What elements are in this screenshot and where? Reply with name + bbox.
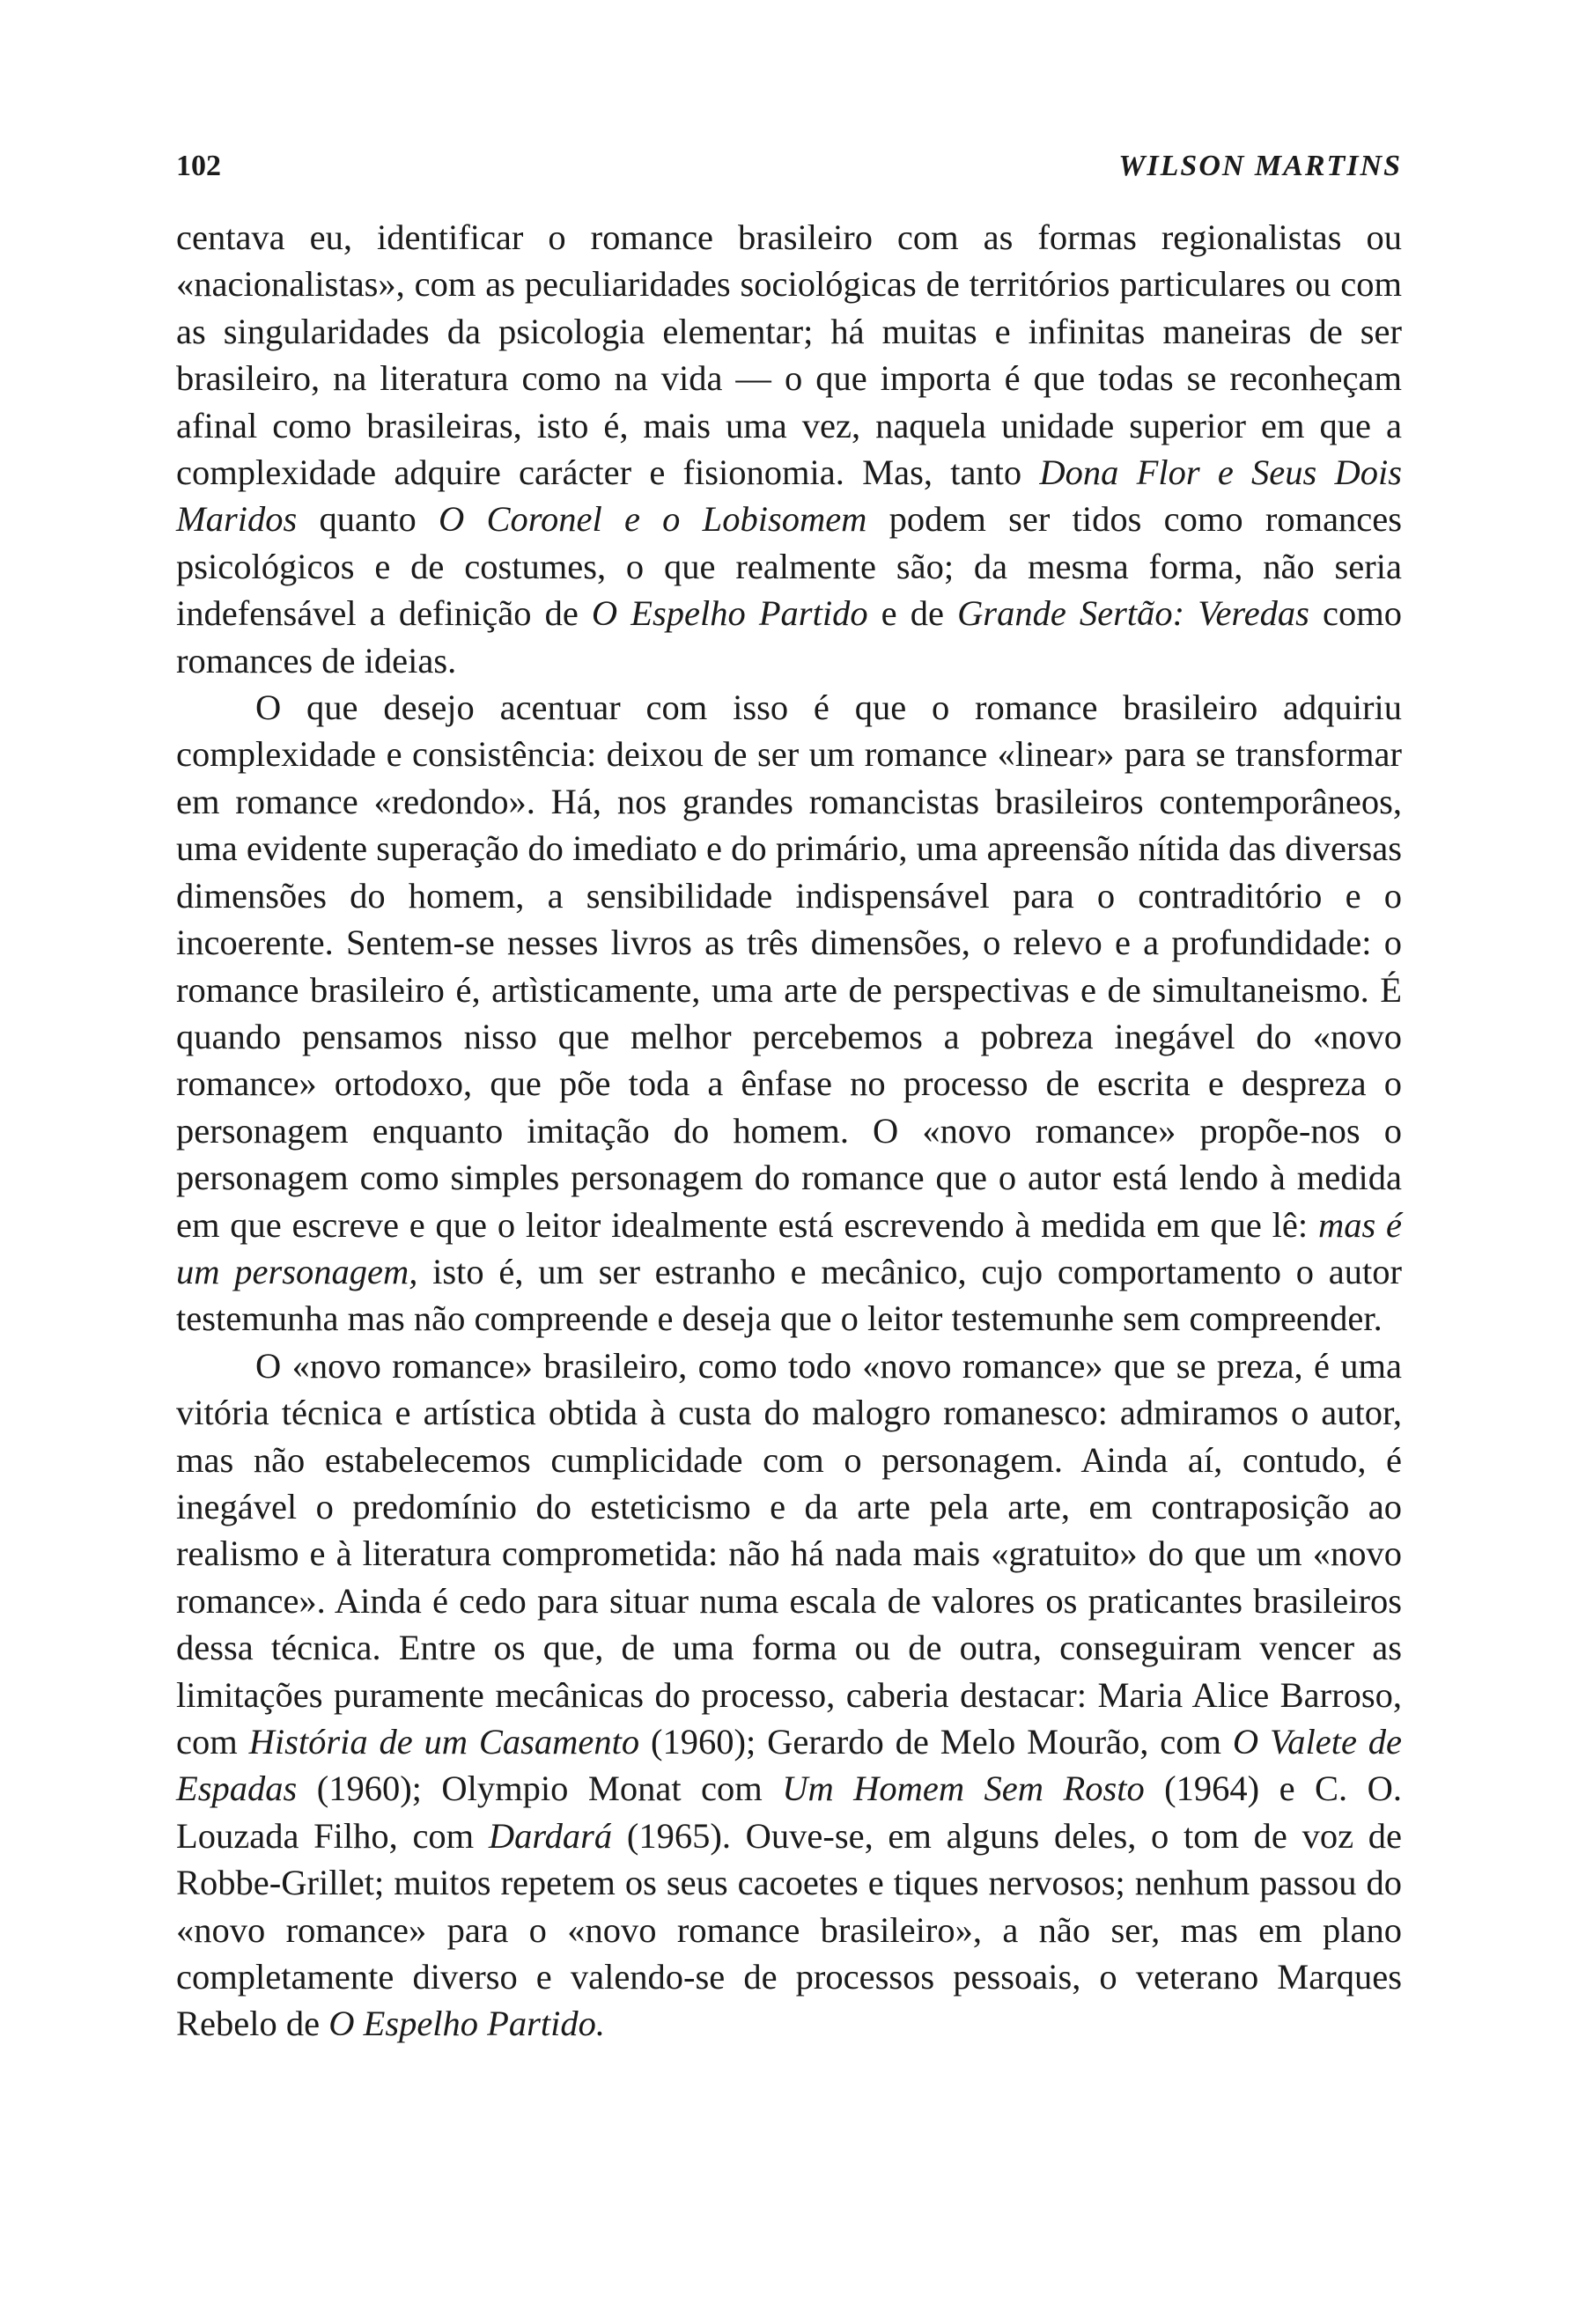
text-run: centava eu, identificar o romance brasileiro com as formas regionalistas ou «nacionalistas», com as peculiaridades sociológicas de territórios particulares ou com as singularidades da psicologia elementar; há muitas e infinitas maneiras de ser brasileiro, na literatura como na vida — o que importa é que todas se reconheçam afinal como brasileiras, isto é, mais uma vez, naquela unidade superior em que a complexidade adquire carácter e fisionomia. Mas, tanto xyxy=(176,217,1402,493)
text-run: (1965). Ouve-se, em alguns deles, o tom de voz de Robbe-Grillet; muitos repetem os seus cacoetes e tiques nervosos; nenhum passou do «novo romance» para o «novo romance brasileiro», a não ser, mas em plano completamente diverso e valendo-se de processos pessoais, o veterano Marques Rebelo de xyxy=(176,1815,1402,2044)
paragraph xyxy=(176,214,1402,684)
text-run: quanto xyxy=(297,499,439,540)
text-run: podem ser tidos como romances psicológicos e de costumes, o que realmente são; da mesma forma, não seria indefensável a definição de xyxy=(176,499,1403,634)
text-run: isto é, um ser estranho e mecânico, cujo comportamento o autor testemunha mas não compreende e deseja que o leitor testemunhe sem compreender. xyxy=(176,1251,1402,1339)
italic-title: Dona Flor e Seus Dois Maridos xyxy=(176,452,1402,540)
italic-title: mas é um personagem, xyxy=(176,1204,1402,1291)
italic-title: Dardará xyxy=(488,1815,613,1856)
text-run: como romances de ideias. xyxy=(176,593,1403,680)
text-run: (1960); Olympio Monat com xyxy=(297,1769,783,1809)
italic-title: História de um Casamento xyxy=(248,1722,640,1761)
italic-title: O Espelho Partido. xyxy=(328,2004,606,2044)
italic-title: O Coronel e o Lobisomem xyxy=(438,499,867,540)
italic-title: Grande Sertão: Veredas xyxy=(957,593,1309,634)
paragraph xyxy=(176,684,1402,1342)
page-header xyxy=(176,150,1402,194)
page-number: 102 xyxy=(176,150,221,182)
text-run: (1960); Gerardo de Melo Mourão, com xyxy=(639,1722,1233,1761)
italic-title: O Valete de Espadas xyxy=(176,1722,1403,1809)
text-run: O que desejo acentuar com isso é que o romance brasileiro adquiriu complexidade e consistência: deixou de ser um romance «linear» para se transformar em romance «redondo». Há, nos grandes romancistas brasileiros contemporâneos, uma evidente superação do imediato e do primário, uma apreensão nítida das diversas dimensões do homem, a sensibilidade indispensável para o contraditório e o incoerente. Sentem-se nesses livros as três dimensões, o relevo e a profundidade: o romance brasileiro é, artìsticamente, uma arte de perspectivas e de simultaneismo. É quando pensamos nisso que melhor percebemos a pobreza inegável do «novo romance» ortodoxo, que põe toda a ênfase no processo de escrita e despreza o personagem enquanto imitação do homem. O «novo romance» propõe-nos o personagem como simples personagem do romance que o autor está lendo à medida em que escreve e que o leitor idealmente está escrevendo à medida em que lê: xyxy=(176,688,1402,1245)
paragraph xyxy=(176,1342,1402,2048)
italic-title: Um Homem Sem Rosto xyxy=(782,1769,1145,1809)
italic-title: O Espelho Partido xyxy=(591,593,868,634)
text-run: O «novo romance» brasileiro, como todo «novo romance» que se preza, é uma vitória técnica e artística obtida à custa do malogro romanesco: admiramos o autor, mas não estabelecemos cumplicidade com o personagem. Ainda aí, contudo, é inegável o predomínio do esteticismo e da arte pela arte, em contraposição ao realismo e à literatura comprometida: não há nada mais «gratuito» do que um «novo romance». Ainda é cedo para situar numa escala de valores os praticantes brasileiros dessa técnica. Entre os que, de uma forma ou de outra, conseguiram vencer as limitações puramente mecânicas do processo, caberia destacar: Maria Alice Barroso, com xyxy=(176,1345,1402,1761)
running-head: WILSON MARTINS xyxy=(1118,150,1402,182)
text-run: (1964) e C. O. Louzada Filho, com xyxy=(176,1769,1402,1856)
text-run: e de xyxy=(867,593,958,634)
body-text xyxy=(176,214,1402,2048)
